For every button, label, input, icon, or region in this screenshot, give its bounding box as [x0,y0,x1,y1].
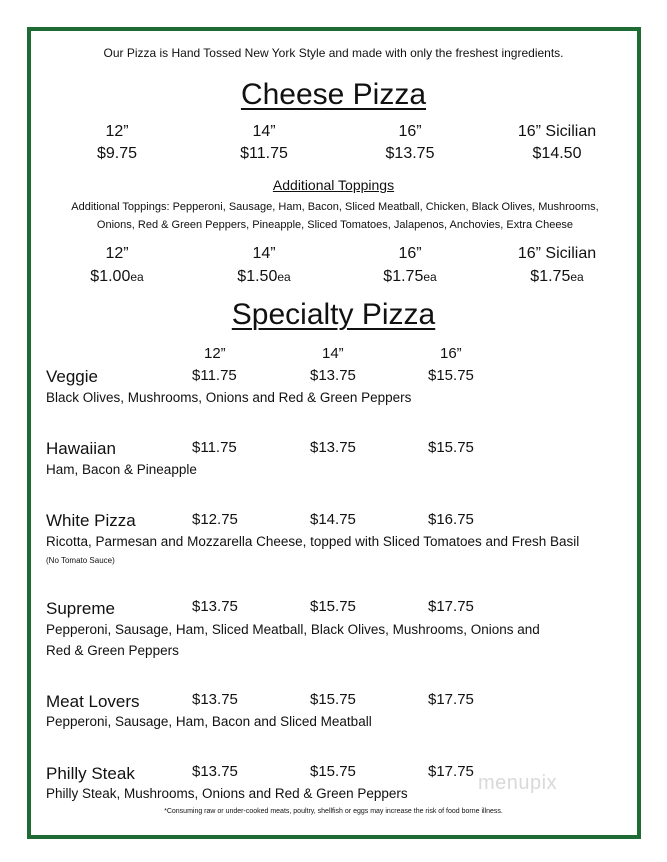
item-price-veggie-16: $15.75 [428,367,474,384]
item-desc-philly-steak: Philly Steak, Mushrooms, Onions and Red & Green Peppers [46,786,408,801]
topping-price-12-value: $1.00 [90,268,131,285]
item-price-meat-lovers-14: $15.75 [310,691,356,708]
item-price-hawaiian-14: $13.75 [310,439,356,456]
specialty-size-16: 16” [440,345,462,362]
item-price-supreme-16: $17.75 [428,598,474,615]
toppings-line-2: Onions, Red & Green Peppers, Pineapple, Sliced Tomatoes, Jalapenos, Anchovies, Extra Cheese [96,219,574,231]
item-price-meat-lovers-12: $13.75 [192,691,238,708]
topping-price-14-value: $1.50 [237,268,278,285]
cheese-pizza-title: Cheese Pizza [240,78,427,111]
topping-price-16-unit: ea [423,270,437,284]
item-price-white-pizza-12: $12.75 [192,511,238,528]
cheese-price-14: $11.75 [240,145,288,162]
specialty-pizza-title: Specialty Pizza [231,298,436,331]
specialty-size-14: 14” [322,345,344,362]
topping-size-12: 12” [105,245,129,262]
toppings-title: Additional Toppings [272,177,395,193]
item-note-white-pizza: (No Tomato Sauce) [46,556,115,565]
item-price-philly-steak-12: $13.75 [192,763,238,780]
topping-price-16 [335,268,485,286]
topping-price-16-sicilian [482,268,632,286]
item-desc-veggie: Black Olives, Mushrooms, Onions and Red & Green Peppers [46,390,412,405]
item-price-supreme-14: $15.75 [310,598,356,615]
item-price-philly-steak-14: $15.75 [310,763,356,780]
item-desc-white-pizza: Ricotta, Parmesan and Mozzarella Cheese, topped with Sliced Tomatoes and Fresh Basil [46,534,580,549]
item-price-white-pizza-14: $14.75 [310,511,356,528]
topping-price-16-sicilian-unit: ea [570,270,584,284]
toppings-line-1: Additional Toppings: Pepperoni, Sausage, Ham, Bacon, Sliced Meatball, Chicken, Black Olives, Mushrooms, [71,201,599,213]
item-price-supreme-12: $13.75 [192,598,238,615]
item-name-hawaiian: Hawaiian [46,439,116,458]
cheese-size-14: 14” [252,123,276,140]
topping-price-16-value: $1.75 [383,268,424,285]
item-price-hawaiian-16: $15.75 [428,439,474,456]
topping-size-14: 14” [252,245,276,262]
toppings-list [40,198,630,234]
item-price-philly-steak-16: $17.75 [428,763,474,780]
item-desc-hawaiian: Ham, Bacon & Pineapple [46,462,197,477]
topping-price-16-sicilian-value: $1.75 [530,268,571,285]
cheese-price-16-sicilian: $14.50 [532,145,582,162]
item-price-white-pizza-16: $16.75 [428,511,474,528]
item-price-meat-lovers-16: $17.75 [428,691,474,708]
topping-size-16: 16” [398,245,422,262]
specialty-size-12: 12” [204,345,226,362]
topping-size-16-sicilian: 16” Sicilian [517,245,597,262]
food-safety-footnote: *Consuming raw or under-cooked meats, poultry, shellfish or eggs may increase the risk of food borne illness. [164,808,503,815]
item-desc-supreme: Pepperoni, Sausage, Ham, Sliced Meatball, Black Olives, Mushrooms, Onions and [46,622,540,637]
item-name-white-pizza: White Pizza [46,511,136,530]
item-price-veggie-14: $13.75 [310,367,356,384]
item-name-philly-steak: Philly Steak [46,764,135,783]
item-desc-supreme-line-2: Red & Green Peppers [46,643,179,658]
cheese-price-12: $9.75 [96,145,138,162]
item-name-supreme: Supreme [46,599,115,618]
cheese-size-16: 16” [398,123,422,140]
cheese-size-16-sicilian: 16” Sicilian [517,123,597,140]
cheese-price-16: $13.75 [385,145,435,162]
cheese-size-12: 12” [105,123,129,140]
topping-price-12 [42,268,192,286]
topping-price-12-unit: ea [130,270,144,284]
intro-text: Our Pizza is Hand Tossed New York Style and made with only the freshest ingredients. [103,46,564,60]
item-name-veggie: Veggie [46,367,98,386]
item-price-veggie-12: $11.75 [192,367,237,384]
topping-price-14-unit: ea [277,270,291,284]
item-price-hawaiian-12: $11.75 [192,439,237,456]
item-desc-meat-lovers: Pepperoni, Sausage, Ham, Bacon and Sliced Meatball [46,714,372,729]
topping-price-14 [189,268,339,286]
watermark: menupix [478,772,558,794]
item-name-meat-lovers: Meat Lovers [46,692,140,711]
